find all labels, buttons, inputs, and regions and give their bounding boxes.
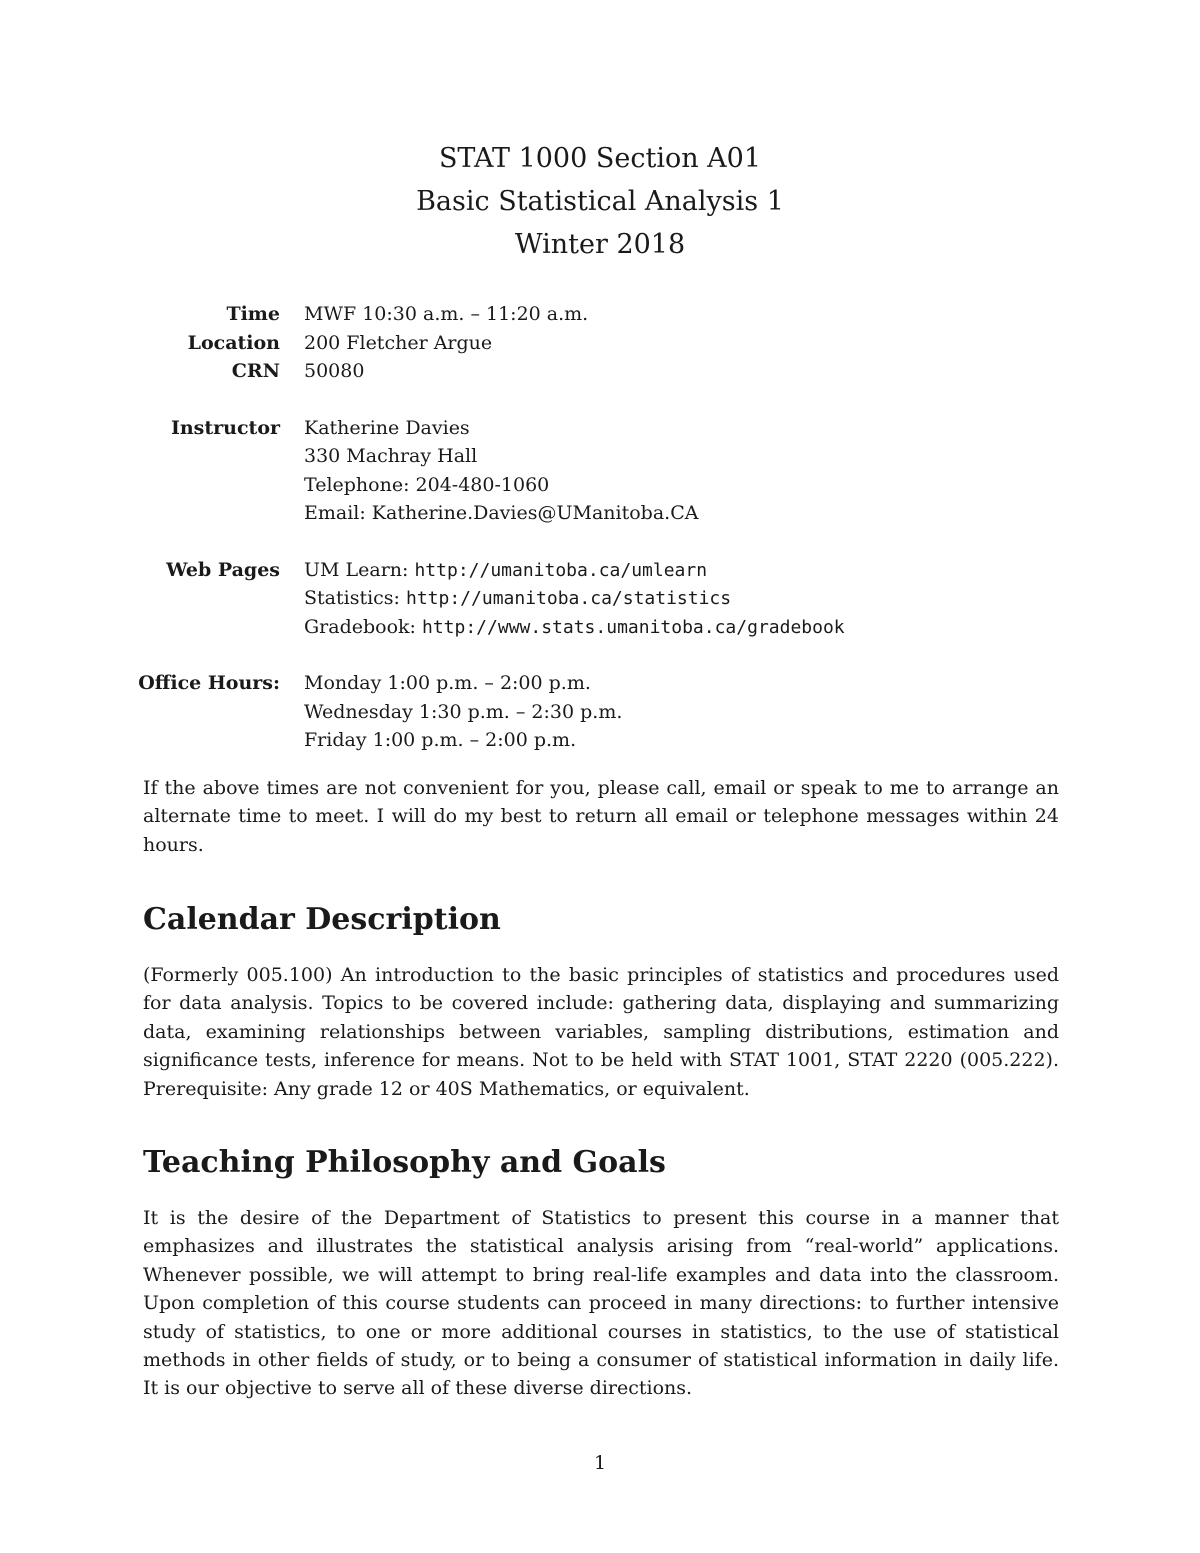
location-label: Location [187,331,280,354]
office-monday-row [110,669,845,698]
teaching-philosophy-body: It is the desire of the Department of Statistics to present this course in a manner that emphasizes and illustrates the statistical analysis arising from “real-world” applications. Whenever possible, we will attempt to bring real-life examples and data into the classroom. Upon completion of this course students can proceed in many directions: to further intensive study of statistics, to one or more additional courses in statistics, to the use of statistical methods in other fields of study, or to being a consumer of statistical information in daily life. It is our objective to serve all of these diverse directions. [143,1207,1059,1400]
office-monday: Monday 1:00 p.m. – 2:00 p.m. [304,672,591,694]
schedule-group [110,300,845,386]
web-pages-label: Web Pages [166,558,280,581]
crn-row [110,357,845,386]
instructor-office: 330 Machray Hall [304,445,478,467]
instructor-phone: Telephone: 204-480-1060 [304,473,550,496]
gradebook-url[interactable]: http://www.stats.umanitoba.ca/gradebook [422,616,845,638]
calendar-description-heading: Calendar Description [143,902,501,937]
crn-label: CRN [231,360,280,382]
instructor-phone-row [110,471,845,500]
office-hours-group [110,669,845,755]
statistics-link-label: Statistics: [304,587,406,609]
office-friday: Friday 1:00 p.m. – 2:00 p.m. [304,729,577,751]
time-label: Time [226,303,280,325]
instructor-email-row [110,499,845,528]
location-row [110,329,845,358]
course-info-table [110,300,845,783]
course-title-block [0,137,1200,266]
office-wednesday-row [110,698,845,727]
page-number: 1 [593,1452,607,1474]
web-gradebook-row [110,613,845,642]
umlearn-link-label: UM Learn: [304,558,415,581]
crn-value: 50080 [304,360,365,382]
gradebook-link-label: Gradebook: [304,615,422,638]
web-umlearn-row [110,556,845,585]
location-value: 200 Fletcher Argue [304,331,493,354]
instructor-name: Katherine Davies [304,416,470,439]
course-name-title: Basic Statistical Analysis 1 [416,186,784,217]
instructor-email[interactable]: Email: Katherine.Davies@UManitoba.CA [304,502,699,524]
statistics-url[interactable]: http://umanitoba.ca/statistics [406,588,732,609]
instructor-office-row [110,442,845,471]
office-hours-label: Office Hours: [138,672,280,694]
office-hours-note: If the above times are not convenient for you, please call, email or speak to me to arrange an alternate time to meet. I will do my best to return all email or telephone messages within 24 hours. [143,777,1059,856]
web-pages-group [110,556,845,642]
time-row [110,300,845,329]
office-wednesday: Wednesday 1:30 p.m. – 2:30 p.m. [304,700,623,723]
instructor-row [110,414,845,443]
teaching-philosophy-heading: Teaching Philosophy and Goals [143,1145,666,1180]
instructor-label: Instructor [170,416,280,439]
instructor-group [110,414,845,528]
course-code-title: STAT 1000 Section A01 [438,143,762,174]
term-title: Winter 2018 [514,229,686,260]
office-friday-row [110,726,845,755]
web-statistics-row [110,584,845,613]
umlearn-url[interactable]: http://umanitoba.ca/umlearn [414,559,708,581]
calendar-description-body: (Formerly 005.100) An introduction to the basic principles of statistics and procedures used for data analysis. Topics to be covered include: gathering data, displaying and summarizing data, examining relationships between variables, sampling distributions, estimation and significance tests, inference for means. Not to be held with STAT 1001, STAT 2220 (005.222). Prerequisite: Any grade 12 or 40S Mathematics, or equivalent. [143,964,1059,1100]
time-value: MWF 10:30 a.m. – 11:20 a.m. [304,303,589,325]
